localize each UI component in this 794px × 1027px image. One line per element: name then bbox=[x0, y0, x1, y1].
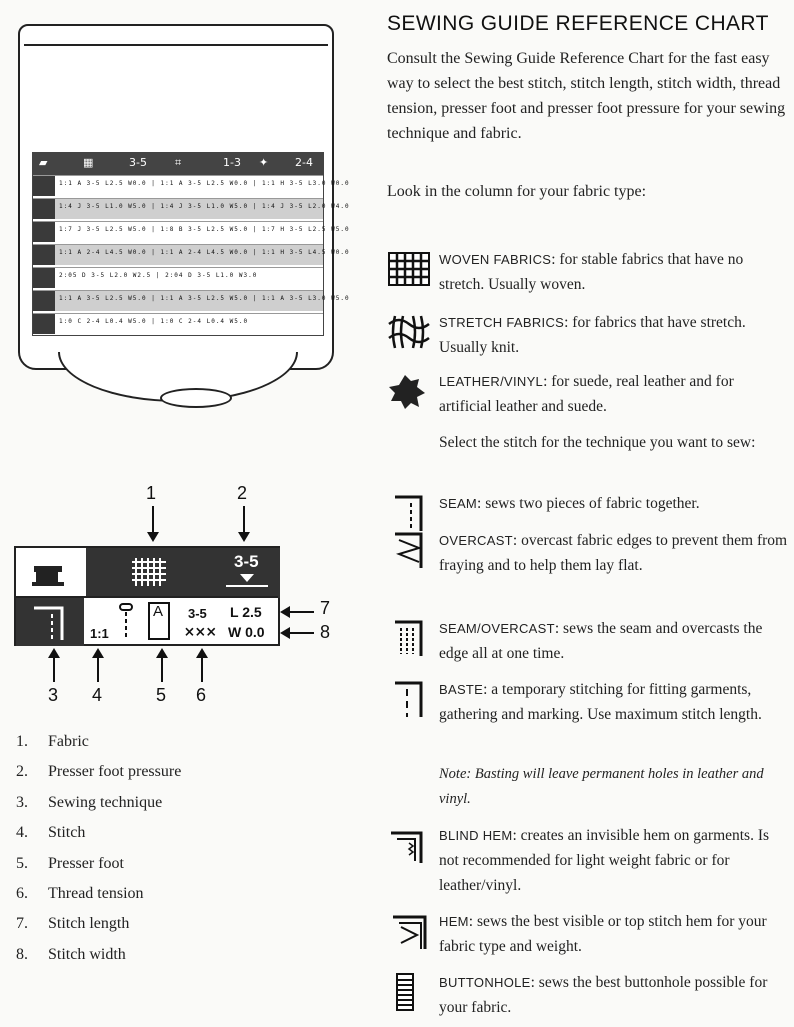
stretch-fabric-icon: ⌗ bbox=[175, 156, 182, 169]
needle-icon bbox=[118, 602, 134, 642]
callout-7: 7 bbox=[320, 598, 331, 618]
diagram-tension: 3-5 bbox=[188, 606, 207, 621]
technique-hem-text: HEM: sews the best visible or top stitch hem for your fabric type and weight. bbox=[439, 913, 767, 955]
leather-icon bbox=[387, 371, 431, 411]
seam-icon bbox=[387, 493, 431, 533]
mini-chart-row: 1:7 J 3-5 L2.5 W5.0 | 1:8 B 3-5 L2.5 W5.0 | 1:7 H 3-5 L2.5 W5.0 bbox=[33, 221, 323, 242]
legend-item: 1. Fabric bbox=[16, 733, 89, 750]
callout-arrow-1 bbox=[152, 506, 154, 540]
callout-arrow-4 bbox=[97, 650, 99, 682]
mini-reference-chart bbox=[32, 152, 350, 336]
seam-icon bbox=[30, 604, 70, 642]
fabric-leather-text: LEATHER/VINYL: for suede, real leather and for artificial leather and suede. bbox=[439, 373, 734, 415]
technique-buttonhole-text: BUTTONHOLE: sews the best buttonhole possible for your fabric. bbox=[439, 974, 768, 1016]
tension-dial-icon: ⨯⨯⨯ bbox=[184, 624, 217, 639]
diagram-stitch: 1:1 bbox=[90, 626, 109, 641]
technique-overcast-text: OVERCAST: overcast fabric edges to prevent them from fraying and to help them lay flat. bbox=[439, 532, 788, 574]
callout-arrow-2 bbox=[243, 506, 245, 540]
legend-item: 7. Stitch length bbox=[16, 915, 130, 933]
machine-icon bbox=[30, 558, 70, 588]
basting-note: Note: Basting will leave permanent holes in leather and vinyl. bbox=[439, 766, 764, 807]
legend-list bbox=[16, 733, 276, 976]
callout-arrow-5 bbox=[161, 650, 163, 682]
mini-chart-row: 1:1 A 3-5 L2.5 W0.0 | 1:1 A 3-5 L2.5 W0.0 | 1:1 H 3-5 L3.0 W0.0 bbox=[33, 175, 323, 196]
woven-fabric-icon bbox=[128, 554, 170, 590]
legend-item: 6. Thread tension bbox=[16, 884, 144, 902]
callout-6: 6 bbox=[196, 685, 207, 705]
diagram-foot: A bbox=[153, 603, 164, 620]
fabric-woven-text: WOVEN FABRICS: for stable fabrics that have no stretch. Usually woven. bbox=[439, 251, 744, 293]
technique-seam-overcast-text: SEAM/OVERCAST: sews the seam and overcasts the edge all at one time. bbox=[439, 620, 763, 662]
diagram-pressure: 3-5 bbox=[234, 552, 259, 571]
mini-chart-row: 1:1 A 2-4 L4.5 W0.0 | 1:1 A 2-4 L4.5 W0.0 | 1:1 H 3-5 L4.5 W0.0 bbox=[33, 244, 323, 265]
mini-chart-row: 1:4 J 3-5 L1.0 W5.0 | 1:4 J 3-5 L1.0 W5.0 | 1:4 J 3-5 L2.0 W4.0 bbox=[33, 198, 323, 219]
select-instruction: Select the stitch for the technique you want to sew: bbox=[439, 434, 756, 451]
callout-8: 8 bbox=[320, 622, 331, 642]
legend-item: 4. Stitch bbox=[16, 824, 86, 842]
mini-header-pressure-2: 1-3 bbox=[223, 156, 241, 169]
woven-fabric-icon: ▦ bbox=[83, 156, 94, 169]
leather-icon: ✦ bbox=[259, 156, 269, 169]
lid-handle bbox=[160, 388, 232, 408]
presser-foot-icon bbox=[148, 602, 170, 640]
seam-overcast-icon bbox=[387, 618, 431, 658]
mini-chart-row: 1:1 A 3-5 L2.5 W5.0 | 1:1 A 3-5 L2.5 W5.0 | 1:1 A 3-5 L3.0 W5.0 bbox=[33, 290, 323, 311]
presser-pressure-icon bbox=[224, 572, 270, 590]
callout-2: 2 bbox=[237, 483, 248, 503]
technique-seam-text: SEAM: sews two pieces of fabric together. bbox=[439, 495, 700, 512]
callout-5: 5 bbox=[156, 685, 167, 705]
page-title: SEWING GUIDE REFERENCE CHART bbox=[387, 12, 769, 35]
look-instruction: Look in the column for your fabric type: bbox=[387, 183, 647, 200]
woven-fabric-icon bbox=[387, 249, 431, 289]
mini-header-pressure-1: 3-5 bbox=[129, 156, 147, 169]
lid-rim bbox=[24, 44, 328, 46]
technique-blind-hem-text: BLIND HEM: creates an invisible hem on garments. Is not recommended for light weight fabric or for leather/vinyl. bbox=[439, 827, 770, 894]
mini-chart-row: 1:0 C 2-4 L0.4 W5.0 | 1:0 C 2-4 L0.4 W5.0 bbox=[33, 313, 323, 334]
baste-icon bbox=[387, 679, 431, 719]
fabric-stretch-text: STRETCH FABRICS: for fabrics that have stretch. Usually knit. bbox=[439, 314, 746, 356]
stretch-fabric-icon bbox=[387, 312, 431, 352]
diagram-width: W 0.0 bbox=[228, 624, 265, 640]
buttonhole-icon bbox=[387, 972, 431, 1012]
hem-icon bbox=[387, 911, 431, 951]
legend-item: 3. Sewing technique bbox=[16, 793, 163, 811]
overcast-icon bbox=[387, 530, 431, 570]
machine-icon: ▰ bbox=[39, 156, 48, 169]
intro-paragraph: Consult the Sewing Guide Reference Chart for the fast easy way to select the best stitch, stitch length, stitch width, thread tension, presser foot and presser foot pressure for your sewing technique and fabric. bbox=[387, 50, 786, 142]
legend-item: 5. Presser foot bbox=[16, 854, 124, 872]
mini-chart-row: 2:05 D 3-5 L2.0 W2.5 | 2:04 D 3-5 L1.0 W3.0 bbox=[33, 267, 323, 288]
callout-arrow-8 bbox=[282, 632, 314, 634]
callout-3: 3 bbox=[48, 685, 59, 705]
legend-item: 2. Presser foot pressure bbox=[16, 763, 182, 781]
technique-baste-text: BASTE: a temporary stitching for fitting garments, gathering and marking. Use maximum stitch length. bbox=[439, 681, 762, 723]
chart-legend-diagram bbox=[14, 546, 280, 646]
callout-arrow-3 bbox=[53, 650, 55, 682]
diagram-length: L 2.5 bbox=[230, 604, 262, 620]
callout-1: 1 bbox=[146, 483, 157, 503]
legend-item: 8. Stitch width bbox=[16, 945, 126, 963]
callout-arrow-7 bbox=[282, 611, 314, 613]
blind-hem-icon bbox=[387, 825, 431, 865]
callout-4: 4 bbox=[92, 685, 103, 705]
mini-chart-header bbox=[33, 153, 323, 175]
mini-header-pressure-3: 2-4 bbox=[295, 156, 313, 169]
callout-arrow-6 bbox=[201, 650, 203, 682]
